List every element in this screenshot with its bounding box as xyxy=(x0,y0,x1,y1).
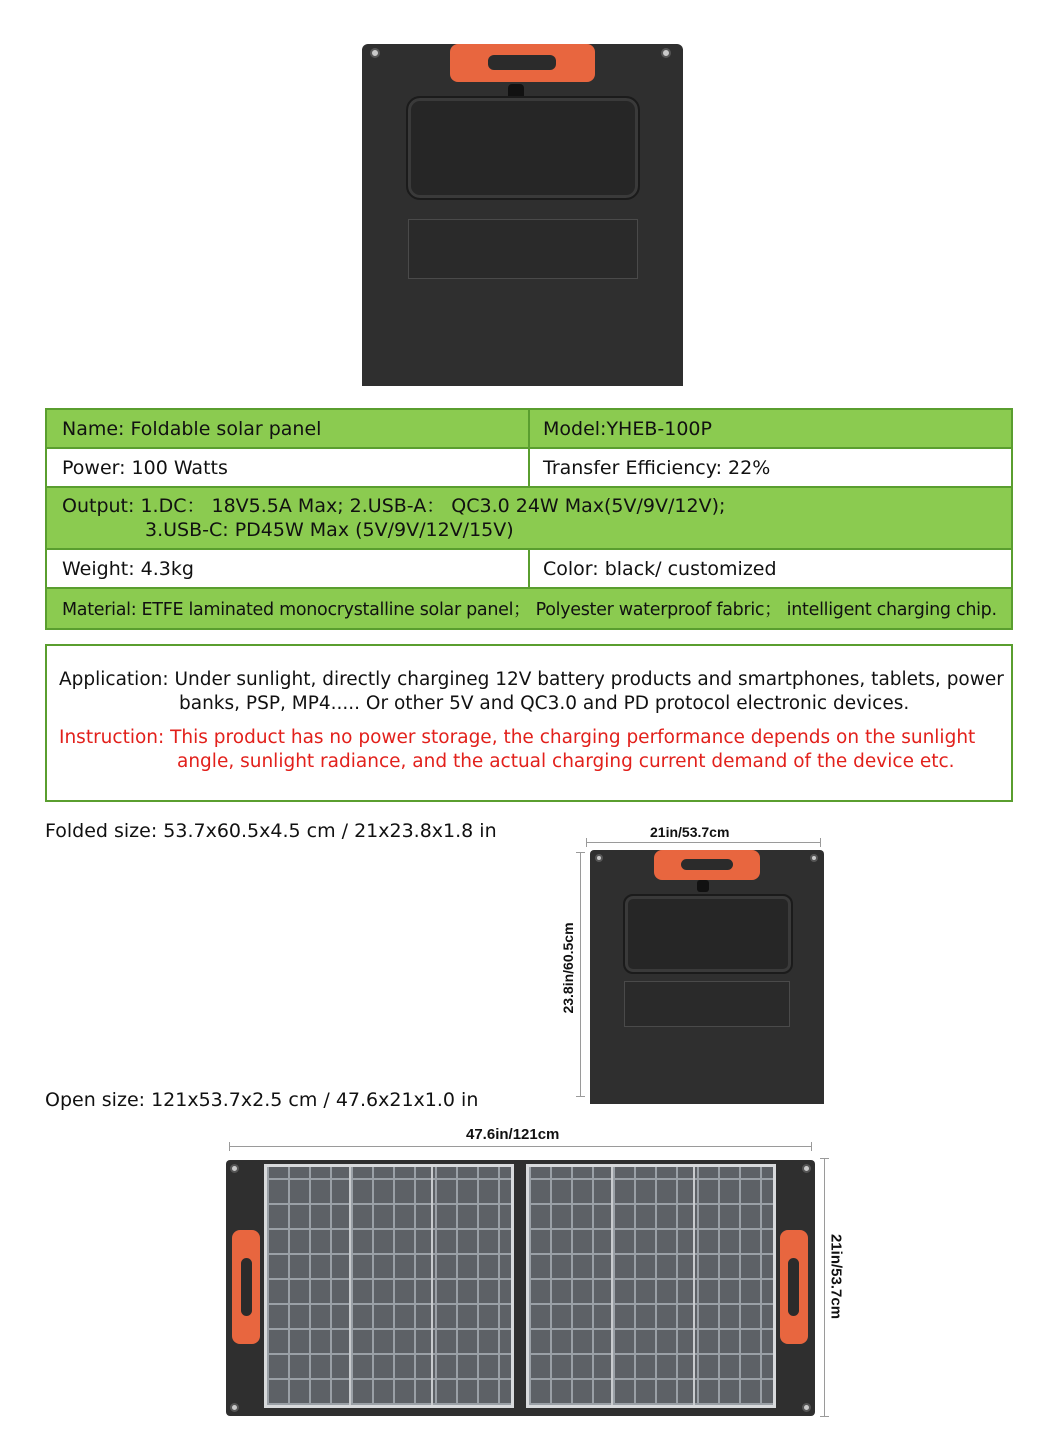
grommet-icon xyxy=(661,48,671,58)
open-size-label: Open size: 121x53.7x2.5 cm / 47.6x21x1.0 in xyxy=(45,1089,479,1111)
side-handle-icon xyxy=(232,1230,260,1344)
grommet-icon xyxy=(810,854,818,862)
grommet-icon xyxy=(802,1164,811,1173)
spec-row-material xyxy=(47,589,1011,628)
instruction-line2: angle, sunlight radiance, and the actual charging current demand of the device etc. xyxy=(177,751,955,772)
carry-handle-icon xyxy=(450,44,595,82)
spec-output-line1: Output: 1.DC： 18V5.5A Max; 2.USB-A： QC3.0 24W Max(5V/9V/12V); xyxy=(62,495,726,517)
spec-output-line2: 3.USB-C: PD45W Max (5V/9V/12V/15V) xyxy=(145,519,514,541)
folded-panel-diagram xyxy=(590,850,824,1104)
velcro-strap xyxy=(624,981,790,1027)
application-box xyxy=(45,644,1013,802)
open-height-dimension: 21in/53.7cm xyxy=(827,1233,845,1320)
folded-height-dimension: 23.8in/60.5cm xyxy=(560,922,576,1014)
open-panel-diagram xyxy=(226,1160,815,1416)
spec-name: Name: Foldable solar panel xyxy=(62,417,322,440)
grommet-icon xyxy=(802,1403,811,1412)
application-line1: Application: Under sunlight, directly chargineg 12V battery products and smartphones, tablets, power xyxy=(59,669,1004,690)
solar-cells-left xyxy=(264,1164,514,1408)
grommet-icon xyxy=(230,1164,239,1173)
open-width-dimension: 47.6in/121cm xyxy=(466,1126,560,1143)
folded-width-dimension: 21in/53.7cm xyxy=(650,824,730,840)
carry-handle-icon xyxy=(654,850,760,880)
spec-table xyxy=(45,408,1013,630)
application-line2: banks, PSP, MP4..... Or other 5V and QC3.0 and PD protocol electronic devices. xyxy=(179,693,910,714)
folded-size-label: Folded size: 53.7x60.5x4.5 cm / 21x23.8x1.8 in xyxy=(45,820,497,842)
instruction-line1: Instruction: This product has no power storage, the charging performance depends on the sunlight xyxy=(59,727,976,748)
grommet-icon xyxy=(370,48,380,58)
storage-pouch xyxy=(406,96,640,200)
spec-weight: Weight: 4.3kg xyxy=(62,557,194,580)
storage-pouch xyxy=(623,894,793,974)
grommet-icon xyxy=(595,854,603,862)
cable-icon xyxy=(697,880,709,892)
side-handle-icon xyxy=(780,1230,808,1344)
solar-cells-right xyxy=(526,1164,776,1408)
spec-power: Power: 100 Watts xyxy=(62,456,228,479)
spec-material: Material: ETFE laminated monocrystalline solar panel； Polyester waterproof fabric； intelligent charging chip. xyxy=(62,600,997,620)
velcro-strap xyxy=(408,219,638,279)
spec-color: Color: black/ customized xyxy=(543,557,777,580)
folded-panel-photo xyxy=(362,44,683,386)
grommet-icon xyxy=(230,1403,239,1412)
spec-efficiency: Transfer Efficiency: 22% xyxy=(543,456,771,479)
spec-row-output xyxy=(47,488,1011,548)
spec-model: Model:YHEB-100P xyxy=(543,417,712,440)
